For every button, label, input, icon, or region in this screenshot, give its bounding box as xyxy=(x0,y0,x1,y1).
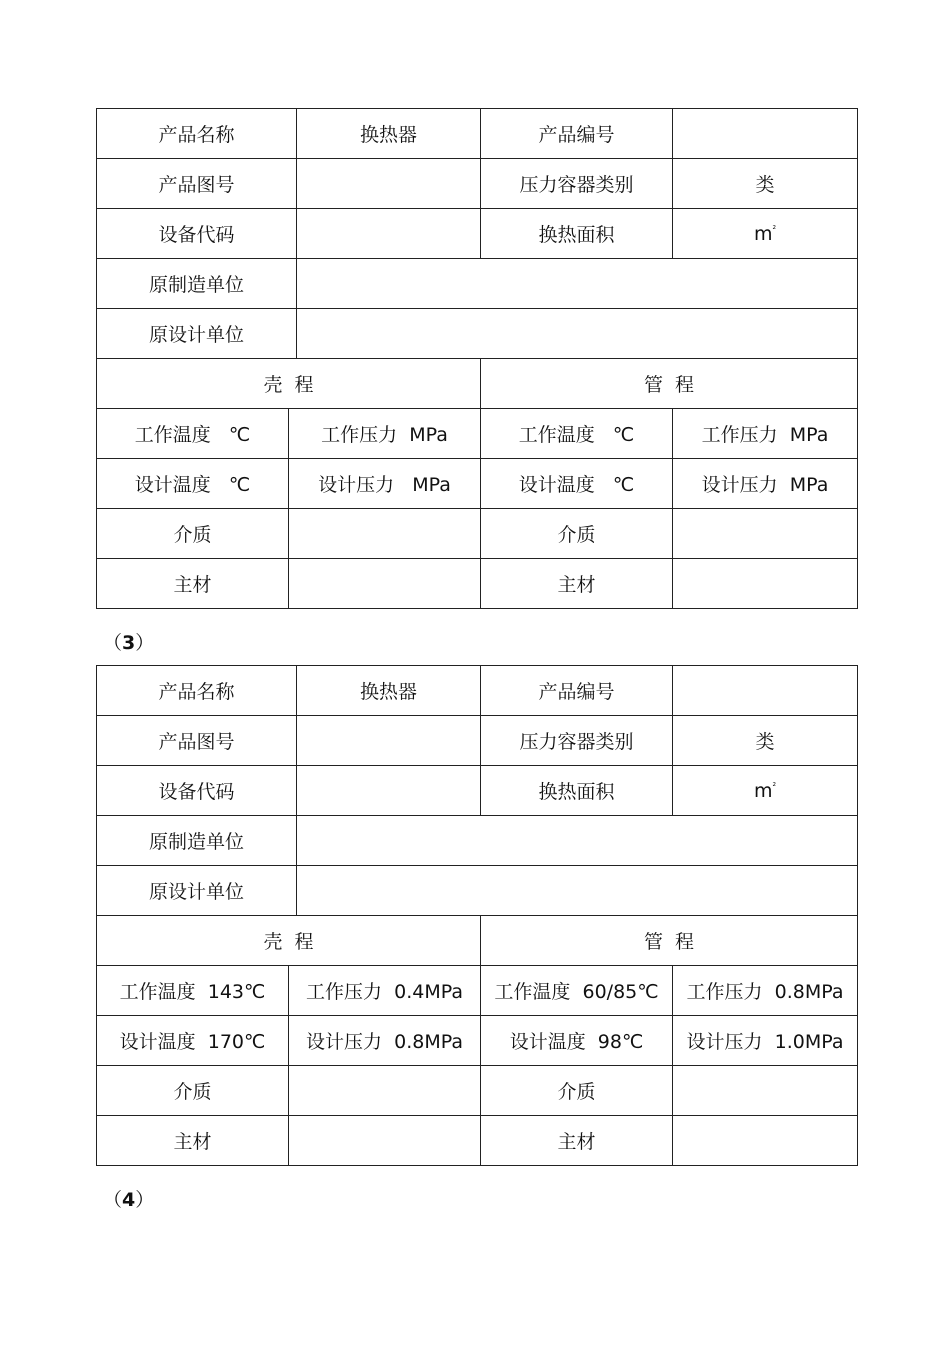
product-no-label: 产品编号 xyxy=(481,666,673,716)
shell-work-temp: 工作温度 ℃ xyxy=(97,409,289,459)
shell-medium-label: 介质 xyxy=(97,1066,289,1116)
tube-medium-label: 介质 xyxy=(481,1066,673,1116)
table-row xyxy=(97,409,858,459)
product-no-value xyxy=(673,666,858,716)
manufacturer-value xyxy=(297,816,858,866)
area-unit-superscript: ² xyxy=(772,224,777,235)
tube-design-press: 设计压力 MPa xyxy=(673,459,858,509)
shell-material-label: 主材 xyxy=(97,1116,289,1166)
product-name-label: 产品名称 xyxy=(97,109,297,159)
shell-material-label: 主材 xyxy=(97,559,289,609)
vessel-class-value: 类 xyxy=(673,159,858,209)
section-number-text: 3 xyxy=(122,632,136,654)
area-unit-text: m xyxy=(753,779,773,802)
area-unit-superscript: ² xyxy=(772,781,777,792)
table-row xyxy=(97,359,858,409)
shell-work-temp: 工作温度 143℃ xyxy=(97,966,289,1016)
shell-work-press: 工作压力 MPa xyxy=(289,409,481,459)
paren-open: （ xyxy=(103,632,123,654)
heat-exchanger-spec-table-1 xyxy=(96,108,858,609)
shell-design-temp: 设计温度 ℃ xyxy=(97,459,289,509)
section-number-text: 4 xyxy=(122,1189,136,1211)
table-row xyxy=(97,559,858,609)
area-unit-text: m xyxy=(753,222,773,245)
tube-material-value xyxy=(673,1116,858,1166)
product-no-value xyxy=(673,109,858,159)
shell-design-press: 设计压力 0.8MPa xyxy=(289,1016,481,1066)
table-row xyxy=(97,309,858,359)
manufacturer-value xyxy=(297,259,858,309)
table-row xyxy=(97,666,858,716)
table-row xyxy=(97,109,858,159)
designer-value xyxy=(297,866,858,916)
table-row xyxy=(97,966,858,1016)
table-row xyxy=(97,1016,858,1066)
tube-work-press: 工作压力 0.8MPa xyxy=(673,966,858,1016)
table-row xyxy=(97,916,858,966)
table-row xyxy=(97,159,858,209)
product-name-value: 换热器 xyxy=(297,666,481,716)
shell-design-temp: 设计温度 170℃ xyxy=(97,1016,289,1066)
table-row xyxy=(97,209,858,259)
section-number-3 xyxy=(103,628,154,655)
drawing-no-label: 产品图号 xyxy=(97,716,297,766)
equipment-code-label: 设备代码 xyxy=(97,209,297,259)
shell-medium-label: 介质 xyxy=(97,509,289,559)
equipment-code-label: 设备代码 xyxy=(97,766,297,816)
equipment-code-value xyxy=(297,209,481,259)
section-number-4 xyxy=(103,1185,154,1212)
equipment-code-value xyxy=(297,766,481,816)
drawing-no-value xyxy=(297,159,481,209)
tube-material-label: 主材 xyxy=(481,559,673,609)
designer-label: 原设计单位 xyxy=(97,309,297,359)
shell-side-header: 壳 程 xyxy=(97,916,481,966)
table-row xyxy=(97,766,858,816)
drawing-no-label: 产品图号 xyxy=(97,159,297,209)
tube-side-header: 管 程 xyxy=(481,359,858,409)
heat-area-unit xyxy=(673,209,858,259)
shell-design-press: 设计压力 MPa xyxy=(289,459,481,509)
vessel-class-label: 压力容器类别 xyxy=(481,159,673,209)
designer-label: 原设计单位 xyxy=(97,866,297,916)
shell-material-value xyxy=(289,1116,481,1166)
tube-material-label: 主材 xyxy=(481,1116,673,1166)
table-row xyxy=(97,259,858,309)
manufacturer-label: 原制造单位 xyxy=(97,259,297,309)
designer-value xyxy=(297,309,858,359)
tube-side-header: 管 程 xyxy=(481,916,858,966)
tube-medium-label: 介质 xyxy=(481,509,673,559)
shell-material-value xyxy=(289,559,481,609)
shell-medium-value xyxy=(289,509,481,559)
shell-side-header: 壳 程 xyxy=(97,359,481,409)
paren-close: ） xyxy=(135,632,155,654)
heat-area-unit xyxy=(673,766,858,816)
product-name-label: 产品名称 xyxy=(97,666,297,716)
heat-area-label: 换热面积 xyxy=(481,209,673,259)
manufacturer-label: 原制造单位 xyxy=(97,816,297,866)
tube-work-temp: 工作温度 60/85℃ xyxy=(481,966,673,1016)
shell-work-press: 工作压力 0.4MPa xyxy=(289,966,481,1016)
tube-work-temp: 工作温度 ℃ xyxy=(481,409,673,459)
tube-medium-value xyxy=(673,509,858,559)
tube-material-value xyxy=(673,559,858,609)
table-row xyxy=(97,1116,858,1166)
vessel-class-label: 压力容器类别 xyxy=(481,716,673,766)
tube-design-temp: 设计温度 ℃ xyxy=(481,459,673,509)
tube-work-press: 工作压力 MPa xyxy=(673,409,858,459)
vessel-class-value: 类 xyxy=(673,716,858,766)
table-row xyxy=(97,816,858,866)
tube-design-temp: 设计温度 98℃ xyxy=(481,1016,673,1066)
paren-close: ） xyxy=(135,1189,155,1211)
heat-exchanger-spec-table-2 xyxy=(96,665,858,1166)
heat-area-label: 换热面积 xyxy=(481,766,673,816)
paren-open: （ xyxy=(103,1189,123,1211)
shell-medium-value xyxy=(289,1066,481,1116)
product-no-label: 产品编号 xyxy=(481,109,673,159)
table-row xyxy=(97,1066,858,1116)
tube-medium-value xyxy=(673,1066,858,1116)
product-name-value: 换热器 xyxy=(297,109,481,159)
table-row xyxy=(97,866,858,916)
table-row xyxy=(97,509,858,559)
drawing-no-value xyxy=(297,716,481,766)
tube-design-press: 设计压力 1.0MPa xyxy=(673,1016,858,1066)
table-row xyxy=(97,716,858,766)
table-row xyxy=(97,459,858,509)
